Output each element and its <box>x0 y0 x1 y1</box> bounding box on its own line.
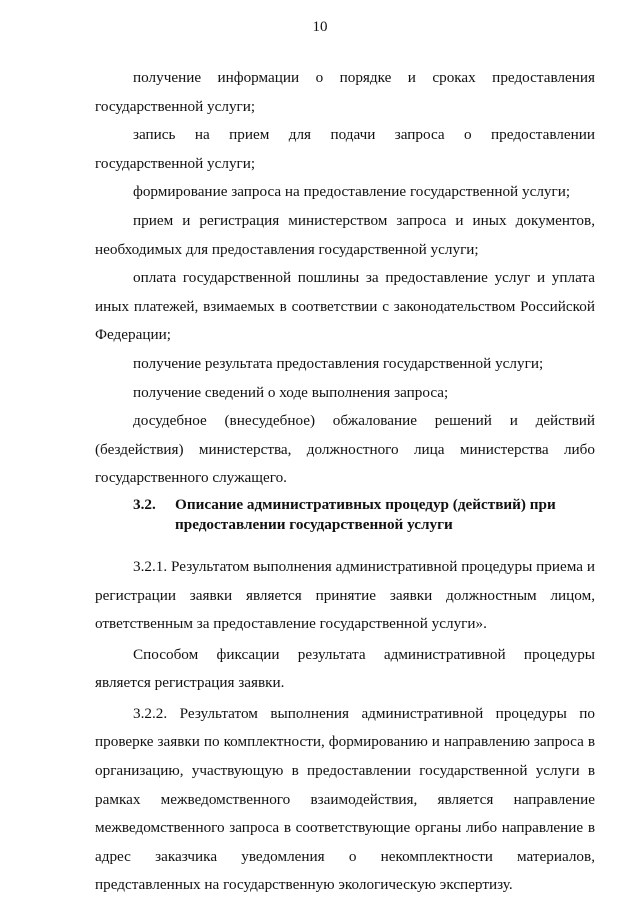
section-title <box>171 495 595 535</box>
page-number: 10 <box>312 19 328 35</box>
list-item: оплата государственной пошлины за предоставление услуг и уплата иных платежей, взимаемых в соответствии с законодательством Российской Федерации; <box>95 269 595 344</box>
document-body <box>95 64 595 900</box>
section-number: 3.2. <box>133 495 156 513</box>
paragraph: Способом фиксации результата административной процедуры является регистрация заявки. <box>95 645 595 692</box>
list-item: прием и регистрация министерством запроса и иных документов, необходимых для предоставления государственной услуги; <box>95 211 595 258</box>
section-title-line-2: предоставлении государственной услуги <box>175 515 453 533</box>
section-title-line-1: Описание административных процедур (действий) при <box>175 495 556 513</box>
list-item: запись на прием для подачи запроса о предоставлении государственной услуги; <box>95 126 595 172</box>
list-item: формирование запроса на предоставление государственной услуги; <box>133 183 571 201</box>
section-heading <box>95 495 595 535</box>
paragraph: 3.2.1. Результатом выполнения административной процедуры приема и регистрации заявки является принятие заявки должностным лицом, ответственным за предоставление государственной услуги». <box>95 557 595 633</box>
list-item: получение сведений о ходе выполнения запроса; <box>133 383 449 401</box>
list-item: получение информации о порядке и сроках предоставления государственной услуги; <box>95 69 595 115</box>
paragraph: 3.2.2. Результатом выполнения административной процедуры по проверке заявки по комплектности, формированию и направлению запроса в организацию, участвующую в предоставлении государственной услуги в рамках межведомственного взаимодействия, является направление межведомственного запроса в соответствующие органы либо направление в адрес заказчика уведомления о некомплектности материалов, представленных на государственную экологическую экспертизу. <box>95 704 595 894</box>
list-item: досудебное (внесудебное) обжалование решений и действий (бездействия) министерства, должностного лица министерства либо государственного служащего. <box>95 412 595 487</box>
list-item: получение результата предоставления государственной услуги; <box>133 354 544 372</box>
